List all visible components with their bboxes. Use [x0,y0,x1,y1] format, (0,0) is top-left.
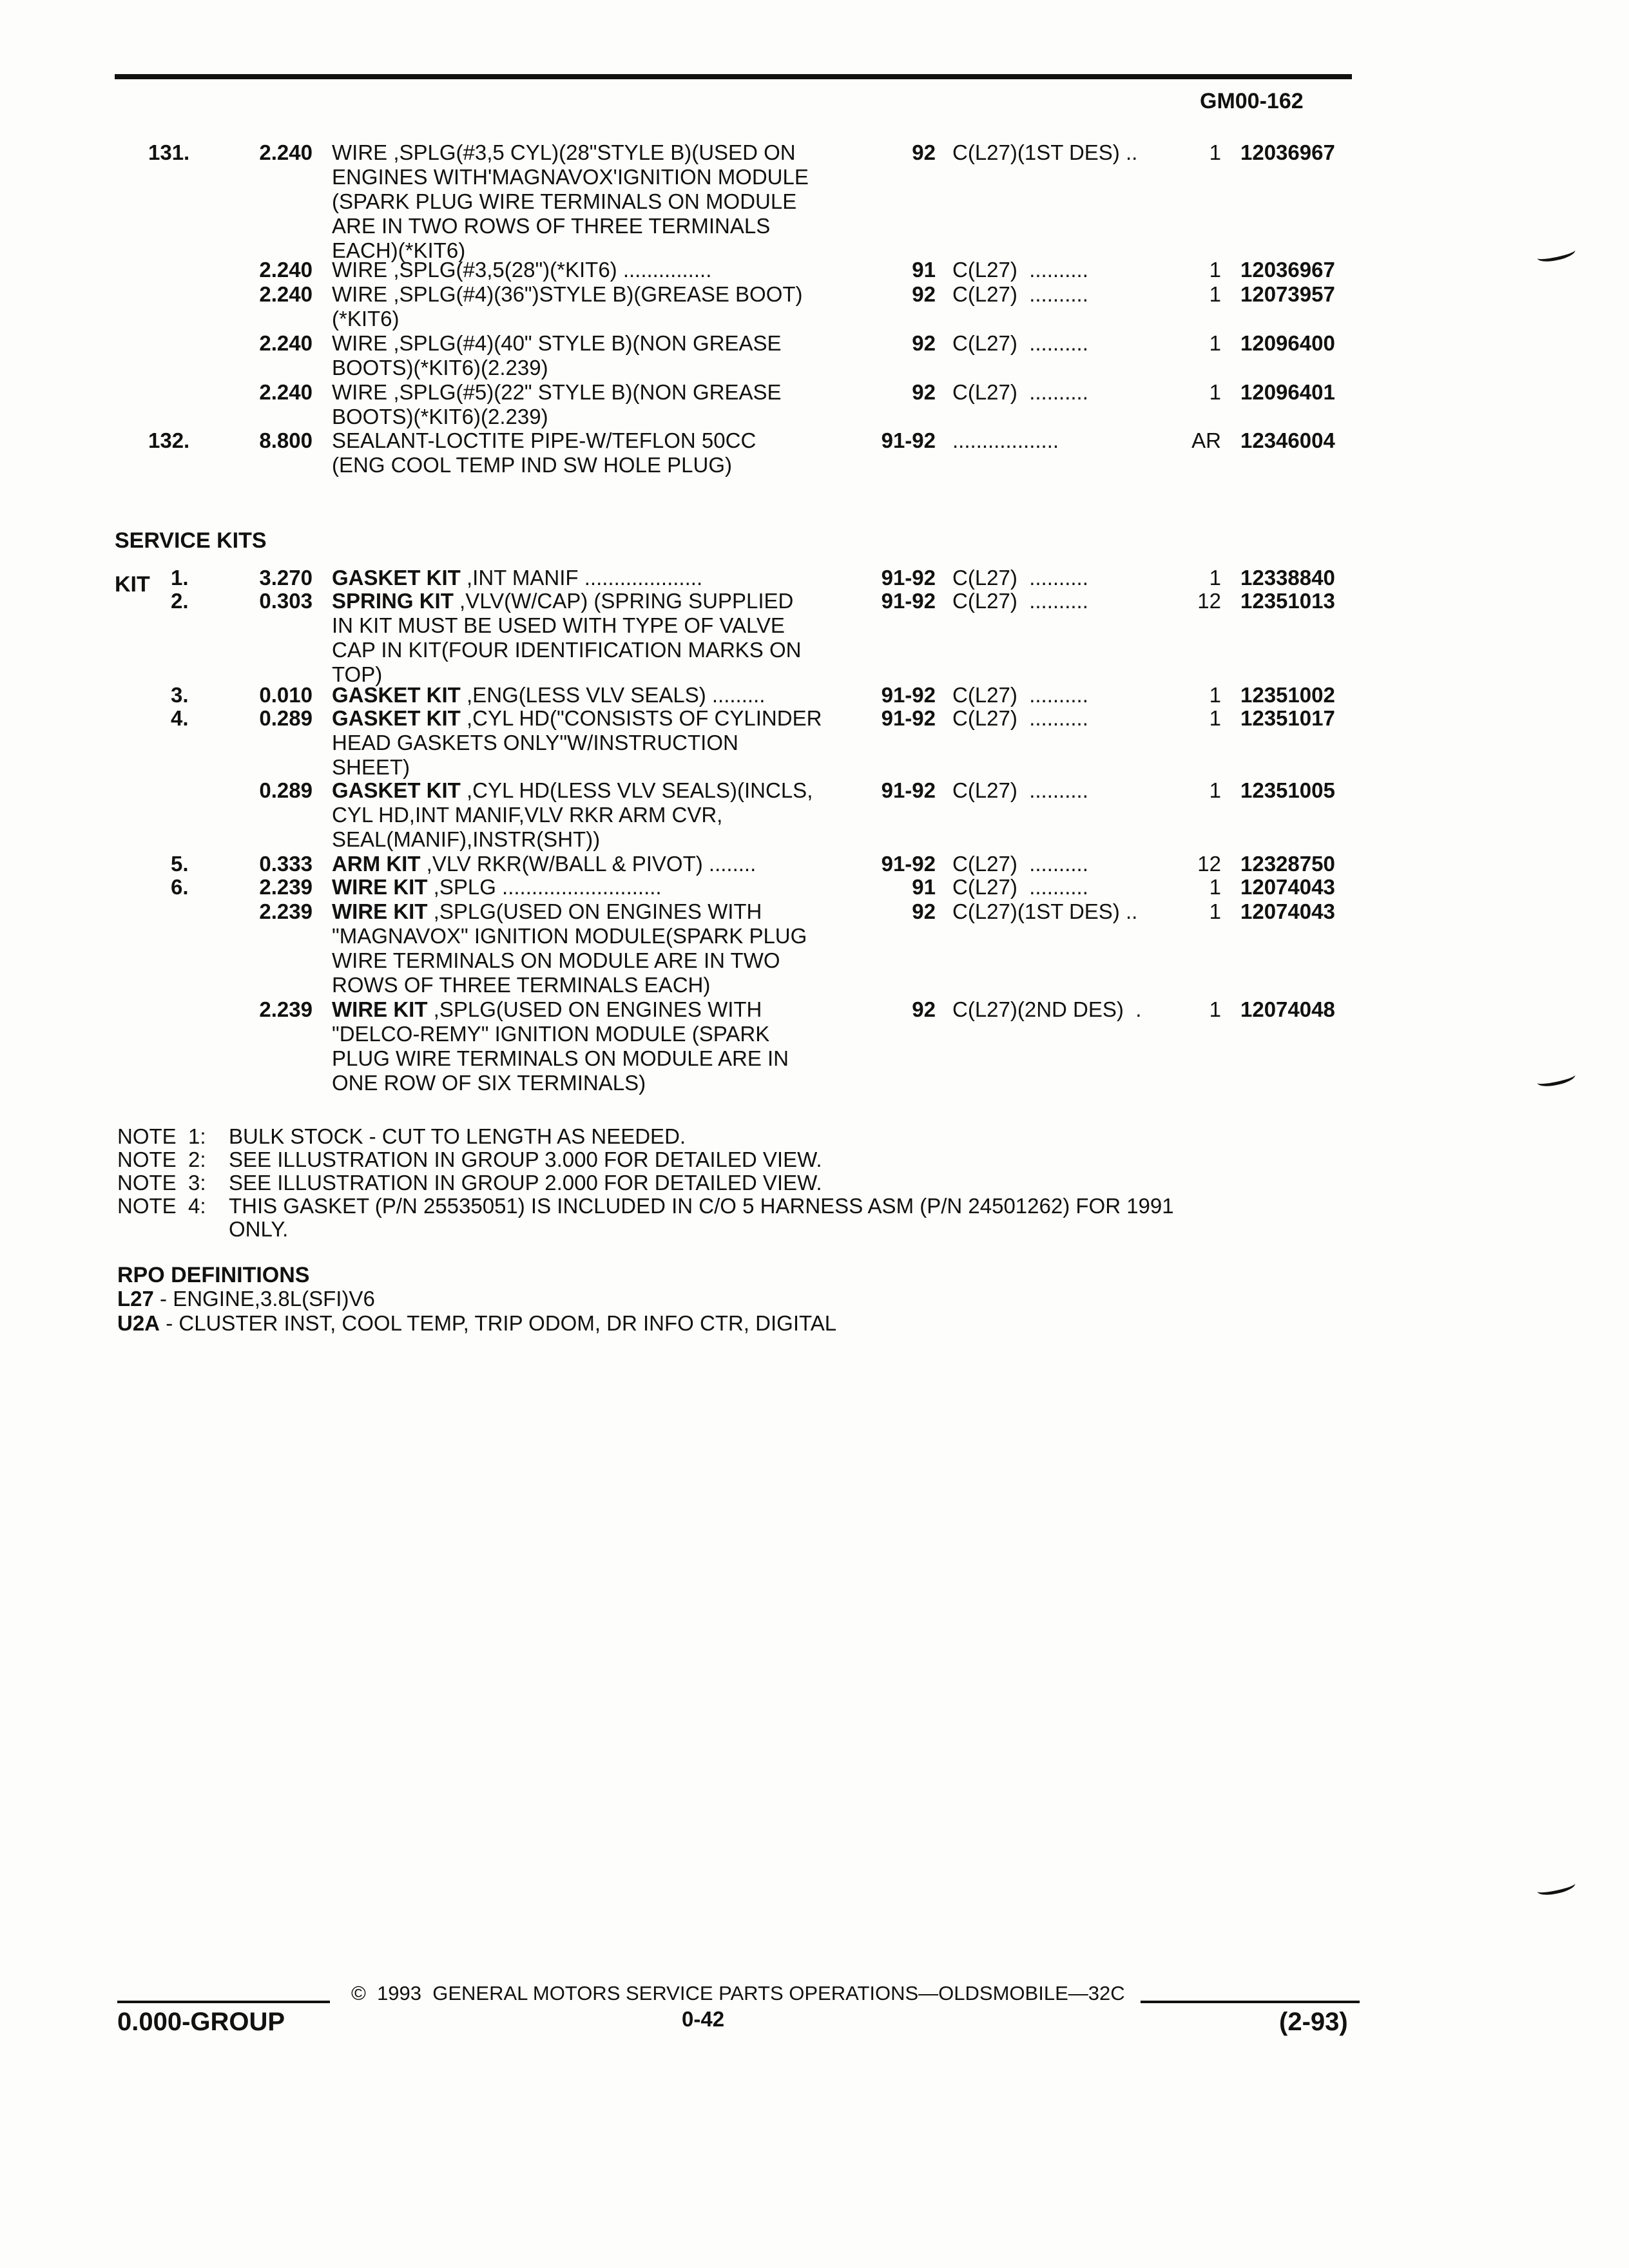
part-name: ARM KIT [332,852,421,876]
binder-mark [1536,244,1577,264]
part-description: WIRE TERMINALS ON MODULE ARE IN TWO [332,948,780,972]
model-year: 92 [912,899,936,923]
note-text: SEE ILLUSTRATION IN GROUP 3.000 FOR DETAILED VIEW. [229,1148,822,1171]
part-description: GASKET KIT ,CYL HD("CONSISTS OF CYLINDER [332,706,822,730]
service-kits-title: SERVICE KITS [115,528,267,553]
rpo-title: RPO DEFINITIONS [117,1263,310,1287]
part-description: TOP) [332,662,383,686]
group-number: 2.240 [259,258,313,282]
rpo-code: L27 [117,1287,154,1311]
item-number: 1. [171,566,189,590]
note-text: THIS GASKET (P/N 25535051) IS INCLUDED IN C/O 5 HARNESS ASM (P/N 24501262) FOR 1991 [229,1194,1174,1218]
binder-mark [1536,1069,1577,1089]
part-number: 12096401 [1240,380,1335,404]
footer-page-number: 0-42 [682,2007,725,2031]
part-description: SPRING KIT ,VLV(W/CAP) (SPRING SUPPLIED [332,589,794,613]
application: C(L27) .......... [952,566,1088,590]
quantity: 12 [1197,589,1221,613]
part-description: (*KIT6) [332,307,400,331]
part-number: 12074043 [1240,899,1335,923]
quantity: 1 [1209,997,1221,1021]
rpo-code: U2A [117,1311,160,1335]
part-description: SEAL(MANIF),INSTR(SHT)) [332,827,601,851]
model-year: 91-92 [881,566,936,590]
group-number: 0.289 [259,706,313,730]
group-number: 0.010 [259,683,313,707]
model-year: 91 [912,258,936,282]
quantity: 1 [1209,683,1221,707]
quantity: 1 [1209,331,1221,355]
part-description: WIRE KIT ,SPLG ........................... [332,875,662,899]
part-description: PLUG WIRE TERMINALS ON MODULE ARE IN [332,1046,789,1070]
part-number: 12346004 [1240,428,1335,452]
application: C(L27) .......... [952,380,1088,404]
item-number: 131. [148,140,190,164]
part-number: 12351002 [1240,683,1335,707]
group-number: 2.240 [259,282,313,306]
part-description: (SPARK PLUG WIRE TERMINALS ON MODULE [332,189,797,213]
part-description: GASKET KIT ,INT MANIF .................... [332,566,703,590]
part-description: WIRE ,SPLG(#5)(22" STYLE B)(NON GREASE [332,380,782,404]
quantity: 1 [1209,706,1221,730]
model-year: 92 [912,140,936,164]
part-name: SPRING KIT [332,589,454,613]
item-number: 2. [171,589,189,613]
part-number: 12351013 [1240,589,1335,613]
binder-mark [1536,1878,1577,1898]
part-description: WIRE KIT ,SPLG(USED ON ENGINES WITH [332,899,762,923]
application: C(L27) .......... [952,331,1088,355]
group-number: 2.240 [259,380,313,404]
part-name: GASKET KIT [332,683,461,707]
model-year: 92 [912,997,936,1021]
quantity: 1 [1209,899,1221,923]
quantity: 1 [1209,380,1221,404]
quantity: AR [1191,428,1221,452]
part-description: BOOTS)(*KIT6)(2.239) [332,405,548,428]
part-description: HEAD GASKETS ONLY"W/INSTRUCTION [332,731,738,754]
group-number: 2.239 [259,997,313,1021]
model-year: 91-92 [881,683,936,707]
note-text: ONLY. [229,1217,289,1241]
rpo-entry: L27 - ENGINE,3.8L(SFI)V6 [117,1287,375,1311]
quantity: 1 [1209,258,1221,282]
model-year: 91-92 [881,589,936,613]
model-year: 91 [912,875,936,899]
group-number: 0.333 [259,852,313,876]
part-description: BOOTS)(*KIT6)(2.239) [332,356,548,380]
application: C(L27)(1ST DES) .. [952,140,1138,164]
part-name: GASKET KIT [332,566,461,590]
model-year: 91-92 [881,428,936,452]
application: C(L27) .......... [952,875,1088,899]
part-description: WIRE ,SPLG(#3,5 CYL)(28"STYLE B)(USED ON [332,140,796,164]
group-number: 8.800 [259,428,313,452]
footer-copyright: © 1993 GENERAL MOTORS SERVICE PARTS OPERATIONS—OLDSMOBILE—32C [351,1982,1125,2004]
application: C(L27) .......... [952,706,1088,730]
part-number: 12036967 [1240,258,1335,282]
part-description: ENGINES WITH'MAGNAVOX'IGNITION MODULE [332,165,809,189]
quantity: 1 [1209,875,1221,899]
part-description: CYL HD,INT MANIF,VLV RKR ARM CVR, [332,803,723,827]
model-year: 91-92 [881,778,936,802]
item-number: 132. [148,428,190,452]
part-description: SEALANT-LOCTITE PIPE-W/TEFLON 50CC [332,428,757,452]
footer-rule-right [1141,2001,1360,2003]
part-description: GASKET KIT ,CYL HD(LESS VLV SEALS)(INCLS, [332,778,813,802]
quantity: 1 [1209,778,1221,802]
kit-label: KIT [115,572,150,597]
part-number: 12351017 [1240,706,1335,730]
group-number: 2.240 [259,331,313,355]
part-description: WIRE KIT ,SPLG(USED ON ENGINES WITH [332,997,762,1021]
note-text: BULK STOCK - CUT TO LENGTH AS NEEDED. [229,1124,686,1148]
part-description: "MAGNAVOX" IGNITION MODULE(SPARK PLUG [332,924,807,948]
part-description: ARE IN TWO ROWS OF THREE TERMINALS [332,214,771,238]
group-number: 0.289 [259,778,313,802]
part-description: CAP IN KIT(FOUR IDENTIFICATION MARKS ON [332,638,802,662]
part-description: EACH)(*KIT6) [332,238,466,262]
part-description: WIRE ,SPLG(#4)(36")STYLE B)(GREASE BOOT) [332,282,803,306]
group-number: 2.239 [259,875,313,899]
application: .................. [952,428,1059,452]
model-year: 92 [912,380,936,404]
footer-rule-left [117,2001,330,2003]
model-year: 92 [912,331,936,355]
part-description: SHEET) [332,755,410,779]
part-number: 12074048 [1240,997,1335,1021]
part-description: ARM KIT ,VLV RKR(W/BALL & PIVOT) ........ [332,852,757,876]
note-label: NOTE 3: [117,1171,206,1195]
part-description: IN KIT MUST BE USED WITH TYPE OF VALVE [332,613,785,637]
part-description: WIRE ,SPLG(#4)(40" STYLE B)(NON GREASE [332,331,782,355]
model-year: 92 [912,282,936,306]
rpo-entry: U2A - CLUSTER INST, COOL TEMP, TRIP ODOM, DR INFO CTR, DIGITAL [117,1311,837,1335]
part-description: "DELCO-REMY" IGNITION MODULE (SPARK [332,1022,770,1046]
application: C(L27) .......... [952,258,1088,282]
footer-group: 0.000-GROUP [117,2008,285,2036]
item-number: 5. [171,852,189,876]
quantity: 1 [1209,282,1221,306]
part-number: 12328750 [1240,852,1335,876]
item-number: 6. [171,875,189,899]
application: C(L27) .......... [952,852,1088,876]
group-number: 2.240 [259,140,313,164]
part-description: GASKET KIT ,ENG(LESS VLV SEALS) ......... [332,683,766,707]
item-number: 3. [171,683,189,707]
application: C(L27)(1ST DES) .. [952,899,1138,923]
part-name: WIRE KIT [332,997,428,1021]
group-number: 2.239 [259,899,313,923]
part-number: 12036967 [1240,140,1335,164]
part-name: GASKET KIT [332,706,461,730]
note-label: NOTE 2: [117,1148,206,1171]
application: C(L27) .......... [952,282,1088,306]
group-number: 3.270 [259,566,313,590]
application: C(L27) .......... [952,589,1088,613]
part-number: 12073957 [1240,282,1335,306]
model-year: 91-92 [881,706,936,730]
model-year: 91-92 [881,852,936,876]
part-number: 12096400 [1240,331,1335,355]
part-name: WIRE KIT [332,875,428,899]
part-name: WIRE KIT [332,899,428,923]
quantity: 1 [1209,566,1221,590]
footer-date: (2-93) [1279,2008,1348,2036]
part-name: GASKET KIT [332,778,461,802]
note-text: SEE ILLUSTRATION IN GROUP 2.000 FOR DETAILED VIEW. [229,1171,822,1195]
group-number: 0.303 [259,589,313,613]
application: C(L27) .......... [952,778,1088,802]
page-code: GM00-162 [1200,89,1304,113]
part-description: WIRE ,SPLG(#3,5(28")(*KIT6) ............... [332,258,712,282]
quantity: 12 [1197,852,1221,876]
part-number: 12074043 [1240,875,1335,899]
item-number: 4. [171,706,189,730]
quantity: 1 [1209,140,1221,164]
application: C(L27)(2ND DES) . [952,997,1142,1021]
part-number: 12351005 [1240,778,1335,802]
application: C(L27) .......... [952,683,1088,707]
note-label: NOTE 1: [117,1124,206,1148]
part-description: ONE ROW OF SIX TERMINALS) [332,1071,646,1095]
top-rule [115,74,1352,79]
part-number: 12338840 [1240,566,1335,590]
note-label: NOTE 4: [117,1194,206,1218]
part-description: (ENG COOL TEMP IND SW HOLE PLUG) [332,453,732,477]
part-description: ROWS OF THREE TERMINALS EACH) [332,973,711,997]
